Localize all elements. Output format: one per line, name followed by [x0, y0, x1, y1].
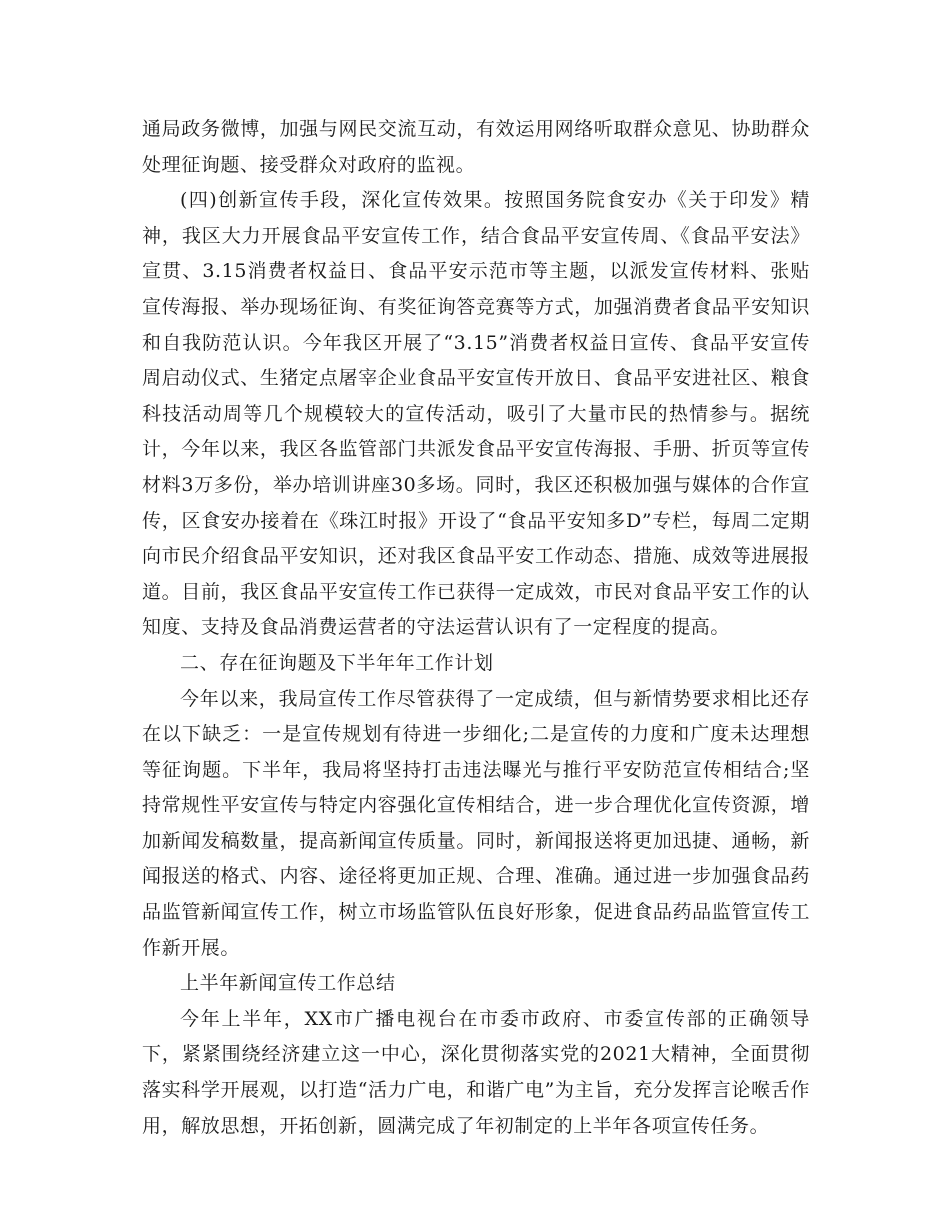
document-body — [142, 112, 810, 1144]
paragraph-publicity-methods: (四)创新宣传手段，深化宣传效果。按照国务院食安办《关于印发》精神，我区大力开展食品平安宣传工作，结合食品平安宣传周、《食品平安法》宣贯、3.15消费者权益日、食品平安示范市等主题，以派发宣传材料、张贴宣传海报、举办现场征询、有奖征询答竞赛等方式，加强消费者食品平安知识和自我防范认识。今年我区开展了“3.15”消费者权益日宣传、食品平安宣传周启动仪式、生猪定点屠宰企业食品平安宣传开放日、食品平安进社区、粮食科技活动周等几个规模较大的宣传活动，吸引了大量市民的热情参与。据统计，今年以来，我区各监管部门共派发食品平安宣传海报、手册、折页等宣传材料3万多份，举办培训讲座30多场。同时，我区还积极加强与媒体的合作宣传，区食安办接着在《珠江时报》开设了“食品平安知多D”专栏，每周二定期向市民介绍食品平安知识，还对我区食品平安工作动态、措施、成效等进展报道。目前，我区食品平安宣传工作已获得一定成效，市民对食品平安工作的认知度、支持及食品消费运营者的守法运营认识有了一定程度的提高。 — [142, 189, 810, 639]
paragraph-news-summary: 今年上半年，XX市广播电视台在市委市政府、市委宣传部的正确领导下，紧紧围绕经济建立这一中心，深化贯彻落实党的2021大精神，全面贯彻落实科学开展观，以打造“活力广电，和谐广电”为主旨，充分发挥言论喉舌作用，解放思想，开拓创新，圆满完成了年初制定的上半年各项宣传任务。 — [142, 1007, 810, 1137]
paragraph-problems-plan: 今年以来，我局宣传工作尽管获得了一定成绩，但与新情势要求相比还存在以下缺乏：一是宣传规划有待进一步细化;二是宣传的力度和广度未达理想等征询题。下半年，我局将坚持打击违法曝光与推行平安防范宣传相结合;坚持常规性平安宣传与特定内容强化宣传相结合，进一步合理优化宣传资源，增加新闻发稿数量，提高新闻宣传质量。同时，新闻报送将更加迅捷、通畅，新闻报送的格式、内容、途径将更加正规、合理、准确。通过进一步加强食品药品监管新闻宣传工作，树立市场监管队伍良好形象，促进食品药品监管宣传工作新开展。 — [142, 687, 810, 959]
section-heading-problems-plan: 二、存在征询题及下半年年工作计划 — [180, 651, 494, 674]
section-heading-news-summary: 上半年新闻宣传工作总结 — [180, 972, 396, 995]
paragraph-continuation: 通局政务微博，加强与网民交流互动，有效运用网络听取群众意见、协助群众处理征询题、接受群众对政府的监视。 — [142, 118, 810, 176]
